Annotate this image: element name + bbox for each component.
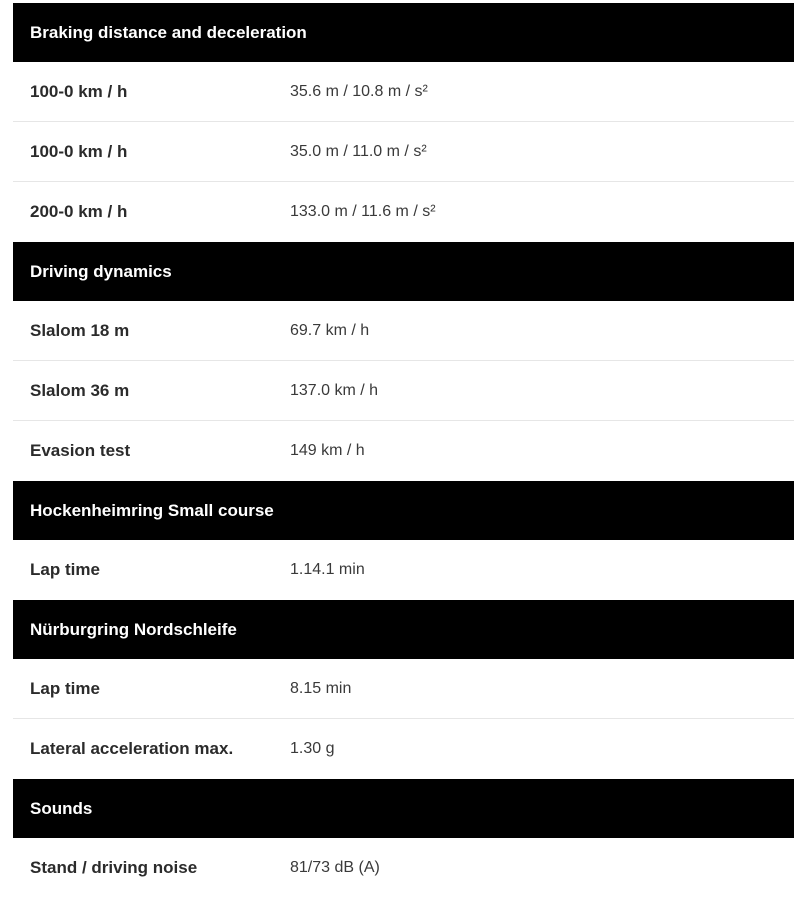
specs-table (13, 3, 794, 898)
row-value: 35.6 m / 10.8 m / s² (290, 82, 428, 100)
table-row (13, 659, 794, 719)
section-header-driving-dynamics: Driving dynamics (13, 242, 794, 301)
row-label: Slalom 36 m (30, 380, 130, 400)
table-row (13, 301, 794, 361)
row-value: 81/73 dB (A) (290, 859, 380, 876)
row-value: 137.0 km / h (290, 381, 379, 399)
table-row (13, 540, 794, 600)
row-label: Stand / driving noise (30, 858, 198, 877)
row-label: Lateral acceleration max. (30, 739, 234, 758)
table-row (13, 361, 794, 421)
section-header-nurburgring: Nürburgring Nordschleife (13, 600, 794, 659)
table-row (13, 421, 794, 481)
row-label: Lap time (30, 560, 100, 579)
row-value: 69.7 km / h (290, 321, 370, 339)
section-header-hockenheimring: Hockenheimring Small course (13, 481, 794, 540)
row-label: Slalom 18 m (30, 320, 130, 340)
table-row (13, 182, 794, 242)
table-row (13, 719, 794, 779)
row-value: 1.30 g (290, 740, 335, 757)
row-label: 100-0 km / h (30, 81, 128, 101)
row-value: 8.15 min (290, 679, 352, 697)
row-value: 35.0 m / 11.0 m / s² (290, 142, 427, 160)
table-row (13, 122, 794, 182)
row-value: 1.14.1 min (290, 561, 365, 578)
table-row (13, 838, 794, 898)
section-header-braking: Braking distance and deceleration (13, 3, 794, 62)
row-value: 133.0 m / 11.6 m / s² (290, 203, 436, 220)
row-label: 100-0 km / h (30, 141, 128, 161)
row-value: 149 km / h (290, 442, 365, 459)
row-label: Lap time (30, 678, 100, 698)
row-label: Evasion test (30, 441, 131, 460)
table-row (13, 62, 794, 122)
row-label: 200-0 km / h (30, 202, 128, 221)
section-header-sounds: Sounds (13, 779, 794, 838)
